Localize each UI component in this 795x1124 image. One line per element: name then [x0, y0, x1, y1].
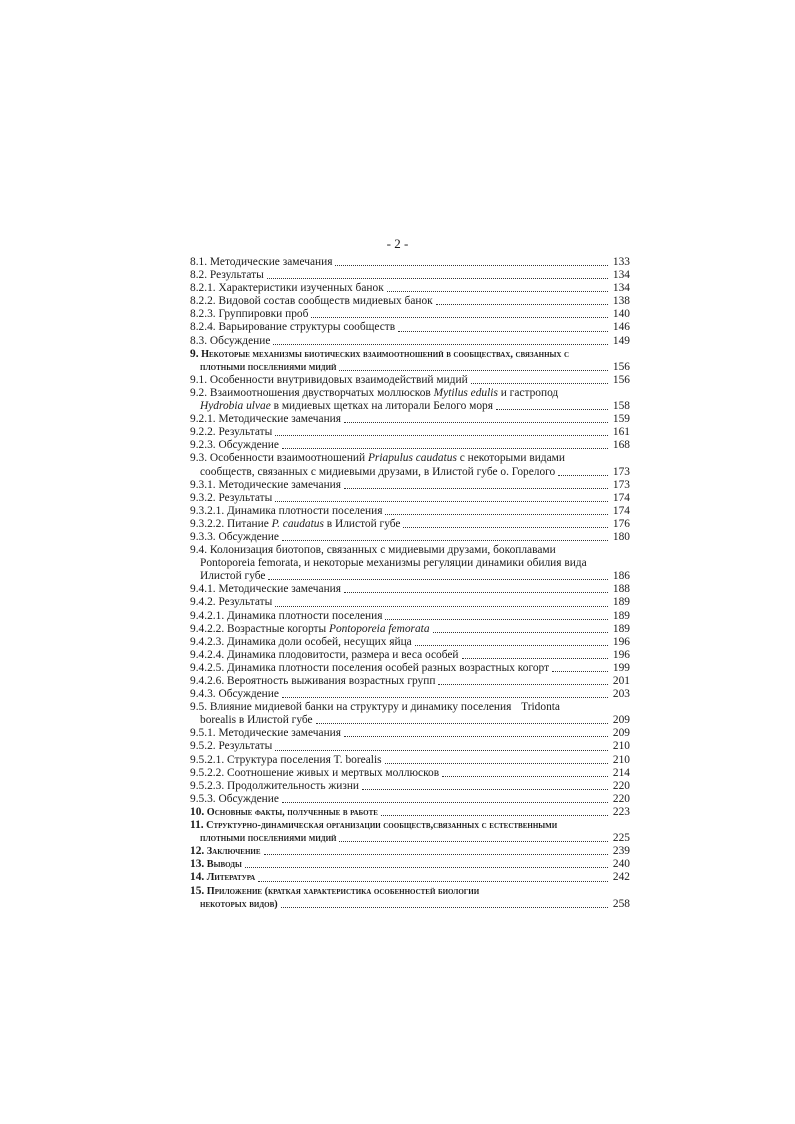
toc-entry-title: 9.3.2.1. Динамика плотности поселения	[190, 504, 383, 517]
leader-dots	[311, 317, 608, 318]
toc-entry-9-3-2-1[interactable]	[190, 505, 630, 518]
toc-entry-8-3[interactable]	[190, 335, 630, 348]
toc-title-species: P. caudatus	[271, 517, 324, 530]
toc-chapter-last-line	[190, 361, 630, 374]
toc-title-part: 9.2. Взаимоотношения двустворчатых моллюсков	[190, 386, 434, 399]
toc-title-part: 9.3. Особенности взаимоотношений	[190, 452, 368, 465]
toc-chapter-11[interactable]	[190, 819, 630, 845]
toc-entry-page: 173	[612, 478, 630, 491]
toc-title-part: в Илистой губе	[323, 517, 401, 530]
toc-entry-page: 174	[612, 504, 630, 517]
toc-entry-9-4-2-4[interactable]	[190, 649, 630, 662]
toc-title-part: 9.4.2.2. Возрастные когорты	[190, 622, 330, 635]
toc-entry-page: 168	[612, 439, 630, 452]
toc-entry-page: 201	[612, 675, 630, 687]
toc-entry-title: 8.2.4. Варьирование структуры сообществ	[190, 321, 396, 334]
leader-dots	[281, 907, 608, 908]
leader-dots	[436, 304, 608, 305]
toc-entry-title: 8.1. Методические замечания	[190, 256, 333, 268]
toc-chapter-title-text: Заключение	[206, 846, 261, 858]
toc-chapter-title-text: Некоторые механизмы биотических взаимоотношений в сообществах, связанных с	[201, 348, 570, 360]
toc-chapter-title-line1	[190, 348, 630, 361]
toc-chapter-number: 14.	[190, 871, 205, 884]
toc-title-part: с некоторыми видами	[456, 452, 565, 465]
leader-dots	[339, 841, 608, 842]
toc-chapter-13[interactable]	[190, 858, 630, 871]
leader-dots	[273, 344, 608, 345]
toc-entry-9-5-2[interactable]	[190, 740, 630, 753]
toc-entry-title: 9.4.2.3. Динамика доли особей, несущих яйца	[190, 635, 412, 648]
leader-dots	[496, 409, 608, 410]
toc-chapter-title-line2: плотными поселениями мидий	[200, 833, 337, 845]
toc-entry-title-line2: сообществ, связанных с мидиевыми друзами, в Илистой губе о. Горелого	[200, 465, 556, 478]
toc-entry-page: 188	[612, 583, 630, 596]
leader-dots	[385, 619, 608, 620]
toc-entry-9-3-2-2[interactable]	[190, 518, 630, 531]
toc-entry-9-5-2-3[interactable]	[190, 780, 630, 793]
toc-chapter-15[interactable]	[190, 885, 630, 911]
toc-entry-title: 9.5.2.1. Структура поселения T. borealis	[190, 753, 382, 766]
toc-title-part: Tridonta	[521, 701, 560, 714]
table-of-contents	[190, 256, 630, 911]
leader-dots	[381, 815, 608, 816]
toc-entry-page: 209	[612, 714, 630, 727]
toc-entry-9-4-2-5[interactable]	[190, 662, 630, 675]
toc-entry-page: 223	[612, 805, 630, 818]
toc-entry-title: 8.2.1. Характеристики изученных банок	[190, 282, 384, 295]
toc-chapter-title-line2: плотными поселениями мидий	[200, 361, 337, 373]
leader-dots	[462, 658, 608, 659]
toc-entry-last-line	[190, 400, 630, 413]
toc-chapter-title	[190, 845, 261, 858]
toc-entry-title: 9.2.1. Методические замечания	[190, 413, 342, 426]
leader-dots	[282, 448, 608, 449]
leader-dots	[282, 802, 608, 803]
toc-entry-page: 156	[612, 373, 630, 386]
toc-entry-last-line	[190, 466, 630, 479]
toc-entry-9-3-2[interactable]	[190, 492, 630, 505]
toc-entry-page: 239	[612, 845, 630, 858]
toc-chapter-number: 12.	[190, 845, 205, 858]
toc-entry-page: 210	[612, 753, 630, 766]
leader-dots	[316, 723, 608, 724]
toc-entry-title: 8.2. Результаты	[190, 269, 264, 282]
leader-dots	[282, 697, 608, 698]
toc-entry-last-line	[190, 714, 630, 727]
toc-entry-page: 134	[612, 269, 630, 282]
toc-entry-9-4-2-3[interactable]	[190, 636, 630, 649]
leader-dots	[362, 789, 608, 790]
toc-entry-title	[190, 623, 430, 636]
toc-entry-page: 156	[612, 360, 630, 373]
toc-title-species: Pontoporeia femorata	[329, 622, 430, 635]
leader-dots	[264, 854, 608, 855]
toc-entry-page: 138	[612, 295, 630, 308]
toc-entry-page: 161	[612, 426, 630, 439]
toc-entry-9-4-2-2[interactable]	[190, 623, 630, 636]
leader-dots	[344, 422, 608, 423]
leader-dots	[258, 881, 608, 882]
leader-dots	[471, 383, 608, 384]
toc-entry-page: 134	[612, 282, 630, 295]
toc-entry-title: 9.4.2.1. Динамика плотности поселения	[190, 609, 383, 622]
toc-entry-title: 9.3.2. Результаты	[190, 491, 273, 504]
toc-entry-9-4[interactable]	[190, 544, 630, 583]
toc-entry-title: 9.4.2.5. Динамика плотности поселения особей разных возрастных когорт	[190, 661, 550, 674]
toc-entry-page: 174	[612, 491, 630, 504]
toc-entry-title-line1	[190, 701, 630, 714]
toc-chapter-title-text: Литература	[206, 872, 256, 884]
toc-entry-9-5-1[interactable]	[190, 727, 630, 740]
toc-chapter-title-text: Приложение (краткая характеристика особенностей биологии	[206, 885, 480, 897]
leader-dots	[552, 671, 608, 672]
leader-dots	[275, 435, 608, 436]
toc-entry-page: 146	[612, 321, 630, 334]
toc-entry-last-line	[190, 570, 630, 583]
toc-entry-title: 9.4.3. Обсуждение	[190, 688, 279, 701]
toc-chapter-title-line1	[190, 885, 630, 898]
leader-dots	[275, 501, 608, 502]
leader-dots	[335, 265, 608, 266]
toc-entry-title-line1: 9.4. Колонизация биотопов, связанных с мидиевыми друзами, бокоплавами	[190, 544, 556, 557]
toc-entry-8-2-4[interactable]	[190, 321, 630, 334]
toc-chapter-number: 9.	[190, 347, 199, 360]
leader-dots	[275, 750, 608, 751]
toc-entry-page: 189	[612, 609, 630, 622]
toc-entry-page: 199	[612, 661, 630, 674]
toc-chapter-number: 13.	[190, 858, 205, 871]
leader-dots	[344, 592, 608, 593]
leader-dots	[403, 527, 608, 528]
leader-dots	[282, 540, 608, 541]
toc-entry-9-2[interactable]	[190, 387, 630, 413]
toc-entry-8-2-1[interactable]	[190, 282, 630, 295]
toc-entry-page: 258	[612, 897, 630, 910]
toc-chapter-14[interactable]	[190, 871, 630, 884]
toc-entry-page: 214	[612, 766, 630, 779]
toc-entry-title-line2	[190, 400, 493, 413]
toc-entry-8-2-2[interactable]	[190, 295, 630, 308]
toc-entry-title	[190, 518, 400, 531]
toc-entry-page: 186	[612, 570, 630, 583]
toc-entry-8-2[interactable]	[190, 269, 630, 282]
leader-dots	[267, 278, 608, 279]
toc-entry-title: 9.4.1. Методические замечания	[190, 583, 342, 596]
toc-chapter-10[interactable]	[190, 806, 630, 819]
toc-entry-title: 9.5.2. Результаты	[190, 740, 273, 753]
toc-entry-8-2-3[interactable]	[190, 308, 630, 321]
leader-dots	[415, 645, 608, 646]
toc-chapter-title-line1	[190, 819, 630, 832]
toc-entry-title: 9.5.1. Методические замечания	[190, 727, 342, 740]
toc-entry-title: 9.2.2. Результаты	[190, 426, 273, 439]
toc-entry-9-5-3[interactable]	[190, 793, 630, 806]
toc-chapter-title-text: Выводы	[206, 859, 242, 871]
leader-dots	[385, 763, 608, 764]
toc-entry-title-line1	[190, 387, 630, 400]
toc-entry-title: 8.3. Обсуждение	[190, 334, 271, 347]
toc-entry-page: 133	[612, 256, 630, 268]
toc-entry-title: 9.3.1. Методические замечания	[190, 478, 342, 491]
toc-title-part: и гастропод	[497, 386, 559, 399]
toc-entry-9-2-1[interactable]	[190, 413, 630, 426]
leader-dots	[387, 291, 608, 292]
toc-entry-page: 180	[612, 530, 630, 543]
toc-chapter-number: 15.	[190, 884, 205, 897]
toc-entry-9-3-1[interactable]	[190, 479, 630, 492]
toc-entry-9-4-3[interactable]	[190, 688, 630, 701]
toc-title-species: Hydrobia ulvae	[200, 400, 271, 413]
toc-entry-8-1[interactable]	[190, 256, 630, 269]
toc-entry-9-2-3[interactable]	[190, 439, 630, 452]
toc-entry-title: 8.2.3. Группировки проб	[190, 308, 309, 321]
toc-entry-9-4-1[interactable]	[190, 583, 630, 596]
toc-entry-page: 189	[612, 596, 630, 609]
toc-entry-9-3[interactable]	[190, 452, 630, 478]
toc-title-part: 9.5. Влияние мидиевой банки на структуру и динамику поселения	[190, 701, 512, 714]
toc-entry-title: 9.4.2. Результаты	[190, 596, 273, 609]
toc-entry-9-5[interactable]	[190, 701, 630, 727]
toc-entry-page: 220	[612, 779, 630, 792]
toc-chapter-last-line	[190, 898, 630, 911]
toc-entry-title: 9.3.3. Обсуждение	[190, 530, 279, 543]
leader-dots	[339, 370, 608, 371]
toc-chapter-title-text: Основные факты, полученные в работе	[206, 806, 378, 818]
toc-entry-page: 189	[612, 622, 630, 635]
toc-entry-9-3-3[interactable]	[190, 531, 630, 544]
toc-entry-page: 240	[612, 858, 630, 871]
toc-entry-page: 159	[612, 413, 630, 426]
leader-dots	[398, 331, 608, 332]
toc-chapter-title-text: Структурно-динамическая организации сообществ,связанных с естественными	[206, 820, 558, 832]
toc-title-part: в мидиевых щетках на литорали Белого моря	[270, 400, 493, 413]
toc-entry-9-1[interactable]	[190, 374, 630, 387]
toc-entry-title: 9.4.2.6. Вероятность выживания возрастных групп	[190, 675, 436, 687]
toc-entry-9-5-2-1[interactable]	[190, 754, 630, 767]
toc-chapter-title	[190, 858, 242, 871]
toc-entry-page: 196	[612, 635, 630, 648]
toc-entry-page: 242	[612, 871, 630, 884]
toc-entry-page: 140	[612, 308, 630, 321]
leader-dots	[245, 867, 608, 868]
toc-entry-title-line2: Pontoporeia femorata, и некоторые механизмы регуляции динамики обилия вида	[200, 557, 587, 570]
leader-dots	[442, 776, 608, 777]
toc-entry-9-4-2-6[interactable]	[190, 675, 630, 688]
toc-chapter-last-line	[190, 832, 630, 845]
toc-entry-9-4-2[interactable]	[190, 596, 630, 609]
leader-dots	[344, 736, 608, 737]
toc-entry-title: 8.2.2. Видовой состав сообществ мидиевых банок	[190, 295, 433, 308]
toc-entry-title: 9.5.2.2. Соотношение живых и мертвых моллюсков	[190, 766, 440, 779]
toc-chapter-title-line2: некоторых видов)	[200, 898, 278, 910]
toc-chapter-12[interactable]	[190, 845, 630, 858]
toc-entry-page: 203	[612, 688, 630, 701]
leader-dots	[275, 606, 608, 607]
leader-dots	[438, 684, 608, 685]
toc-entry-page: 196	[612, 648, 630, 661]
toc-entry-page: 209	[612, 727, 630, 740]
toc-entry-title: 9.2.3. Обсуждение	[190, 439, 279, 452]
toc-entry-page: 176	[612, 517, 630, 530]
toc-title-species: Mytilus edulis	[433, 386, 498, 399]
toc-entry-title-line2: borealis в Илистой губе	[200, 714, 313, 727]
toc-entry-9-2-2[interactable]	[190, 426, 630, 439]
leader-dots	[344, 488, 608, 489]
toc-entry-title: 9.1. Особенности внутривидовых взаимодействий мидий	[190, 373, 468, 386]
page-number: - 2 -	[386, 236, 409, 251]
toc-entry-title-line1	[190, 452, 630, 465]
leader-dots	[385, 514, 608, 515]
leader-dots	[268, 579, 608, 580]
toc-chapter-title	[190, 871, 255, 884]
toc-chapter-title	[190, 806, 378, 819]
toc-entry-title: 9.5.3. Обсуждение	[190, 792, 279, 805]
toc-title-species: Priapulus caudatus	[367, 452, 457, 465]
toc-title-part: 9.3.2.2. Питание	[190, 517, 272, 530]
leader-dots	[433, 632, 608, 633]
toc-entry-title: 9.5.2.3. Продолжительность жизни	[190, 779, 360, 792]
toc-chapter-9[interactable]	[190, 348, 630, 374]
toc-entry-page: 158	[612, 400, 630, 413]
toc-entry-page: 210	[612, 740, 630, 753]
toc-entry-page: 173	[612, 465, 630, 478]
leader-dots	[558, 475, 608, 476]
toc-chapter-number: 11.	[190, 819, 204, 832]
toc-entry-page: 225	[612, 832, 630, 845]
toc-entry-page: 149	[612, 334, 630, 347]
toc-entry-9-5-2-2[interactable]	[190, 767, 630, 780]
toc-entry-page: 220	[612, 792, 630, 805]
toc-entry-title: 9.4.2.4. Динамика плодовитости, размера и веса особей	[190, 648, 459, 661]
toc-chapter-number: 10.	[190, 805, 205, 818]
toc-entry-title-line3: Илистой губе	[200, 570, 266, 583]
toc-entry-9-4-2-1[interactable]	[190, 610, 630, 623]
